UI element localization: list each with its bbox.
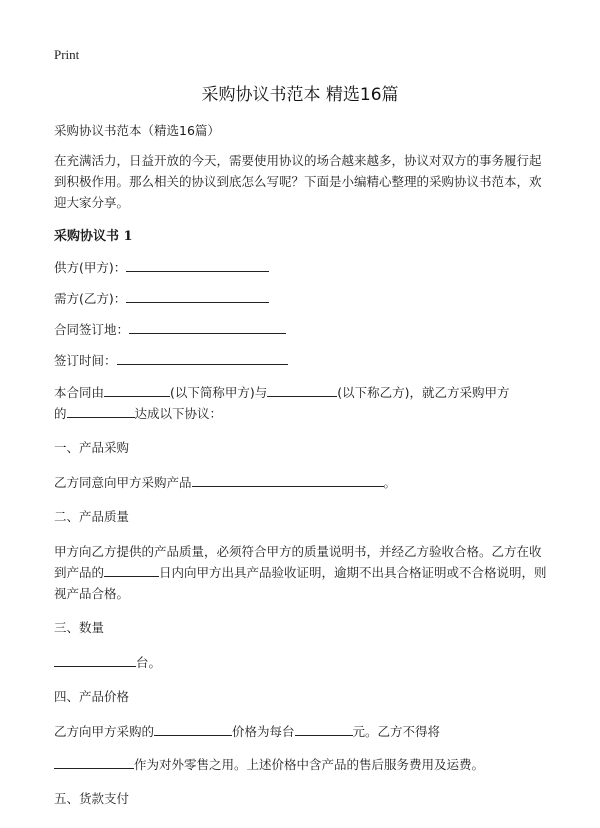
unit-price-blank — [295, 722, 353, 736]
agreement-text: 的 — [54, 406, 67, 421]
section-3-text — [54, 652, 550, 673]
section-2-text — [54, 541, 550, 604]
buyer-blank — [126, 289, 269, 303]
section-text: 元。乙方不得将 — [352, 724, 441, 739]
supplier-field — [54, 258, 550, 278]
product-blank — [67, 404, 135, 418]
section-text: 作为对外零售之用。上述价格中含产品的 — [134, 757, 360, 772]
section-4-text — [54, 721, 550, 742]
section-heading: 采购协议书 1 — [54, 229, 133, 244]
section-1-heading: 一、产品采购 — [54, 440, 130, 455]
buyer-field — [54, 289, 550, 309]
document-title: 采购协议书范本 精选16篇 — [201, 85, 399, 105]
sign-time-blank — [117, 351, 288, 365]
retail-blank — [54, 755, 134, 769]
agreement-text: 达成以下协议： — [134, 406, 223, 421]
section-4-heading: 四、产品价格 — [54, 689, 130, 704]
agreement-paragraph — [54, 382, 550, 424]
agreement-text: 本合同由 — [54, 385, 105, 400]
section-text: 价格为每台 — [232, 724, 295, 739]
sign-place-label: 合同签订地： — [54, 322, 130, 337]
agreement-text: (以下称乙方)，就乙方采购甲方 — [337, 385, 510, 400]
product-type-blank — [154, 722, 232, 736]
section-text: 乙方向甲方采购的 — [54, 724, 155, 739]
sign-place-blank — [129, 320, 286, 334]
sign-place-field — [54, 320, 550, 340]
section-text: 乙方同意向甲方采购产品 — [54, 475, 192, 490]
sign-time-label: 签订时间： — [54, 353, 117, 368]
document-subtitle: 采购协议书范本（精选16篇） — [54, 123, 220, 138]
document-body — [54, 120, 550, 823]
print-link[interactable]: Print — [54, 47, 80, 62]
sign-time-field — [54, 351, 550, 371]
intro-paragraph: 在充满活力，日益开放的今天，需要使用协议的场合越来越多，协议对双方的事务履行起到积极作用。那么相关的协议到底怎么写呢？下面是小编精心整理的采购协议书范本，欢迎大家分享。 — [54, 153, 542, 210]
product-name-blank — [192, 473, 384, 487]
days-blank — [104, 563, 159, 577]
section-text: 日内向甲方出具产品验收证明，逾期不出具合格证明或不合格说明，则视产品合格。 — [54, 565, 547, 601]
supplier-label: 供方(甲方)： — [54, 260, 127, 275]
section-3-heading: 三、数量 — [54, 620, 105, 635]
quantity-blank — [54, 653, 136, 667]
section-5-heading: 五、货款支付 — [54, 791, 130, 806]
section-2-heading: 二、产品质量 — [54, 509, 130, 524]
section-text: 。 — [383, 475, 397, 490]
party-a-blank — [104, 383, 170, 397]
buyer-label: 需方(乙方)： — [54, 291, 127, 306]
section-4-text-cont — [54, 754, 550, 775]
agreement-text: (以下简称甲方)与 — [170, 385, 268, 400]
section-1-text — [54, 472, 550, 493]
section-text: 甲方向乙方提供的产品质量，必须符合甲方的质量说明书，并经乙方验收合格。乙方在收到产品的 — [54, 544, 542, 580]
supplier-blank — [126, 258, 269, 272]
section-text: 售后服务费用及运费。 — [359, 757, 485, 772]
party-b-blank — [267, 383, 337, 397]
section-text: 台。 — [136, 655, 162, 670]
